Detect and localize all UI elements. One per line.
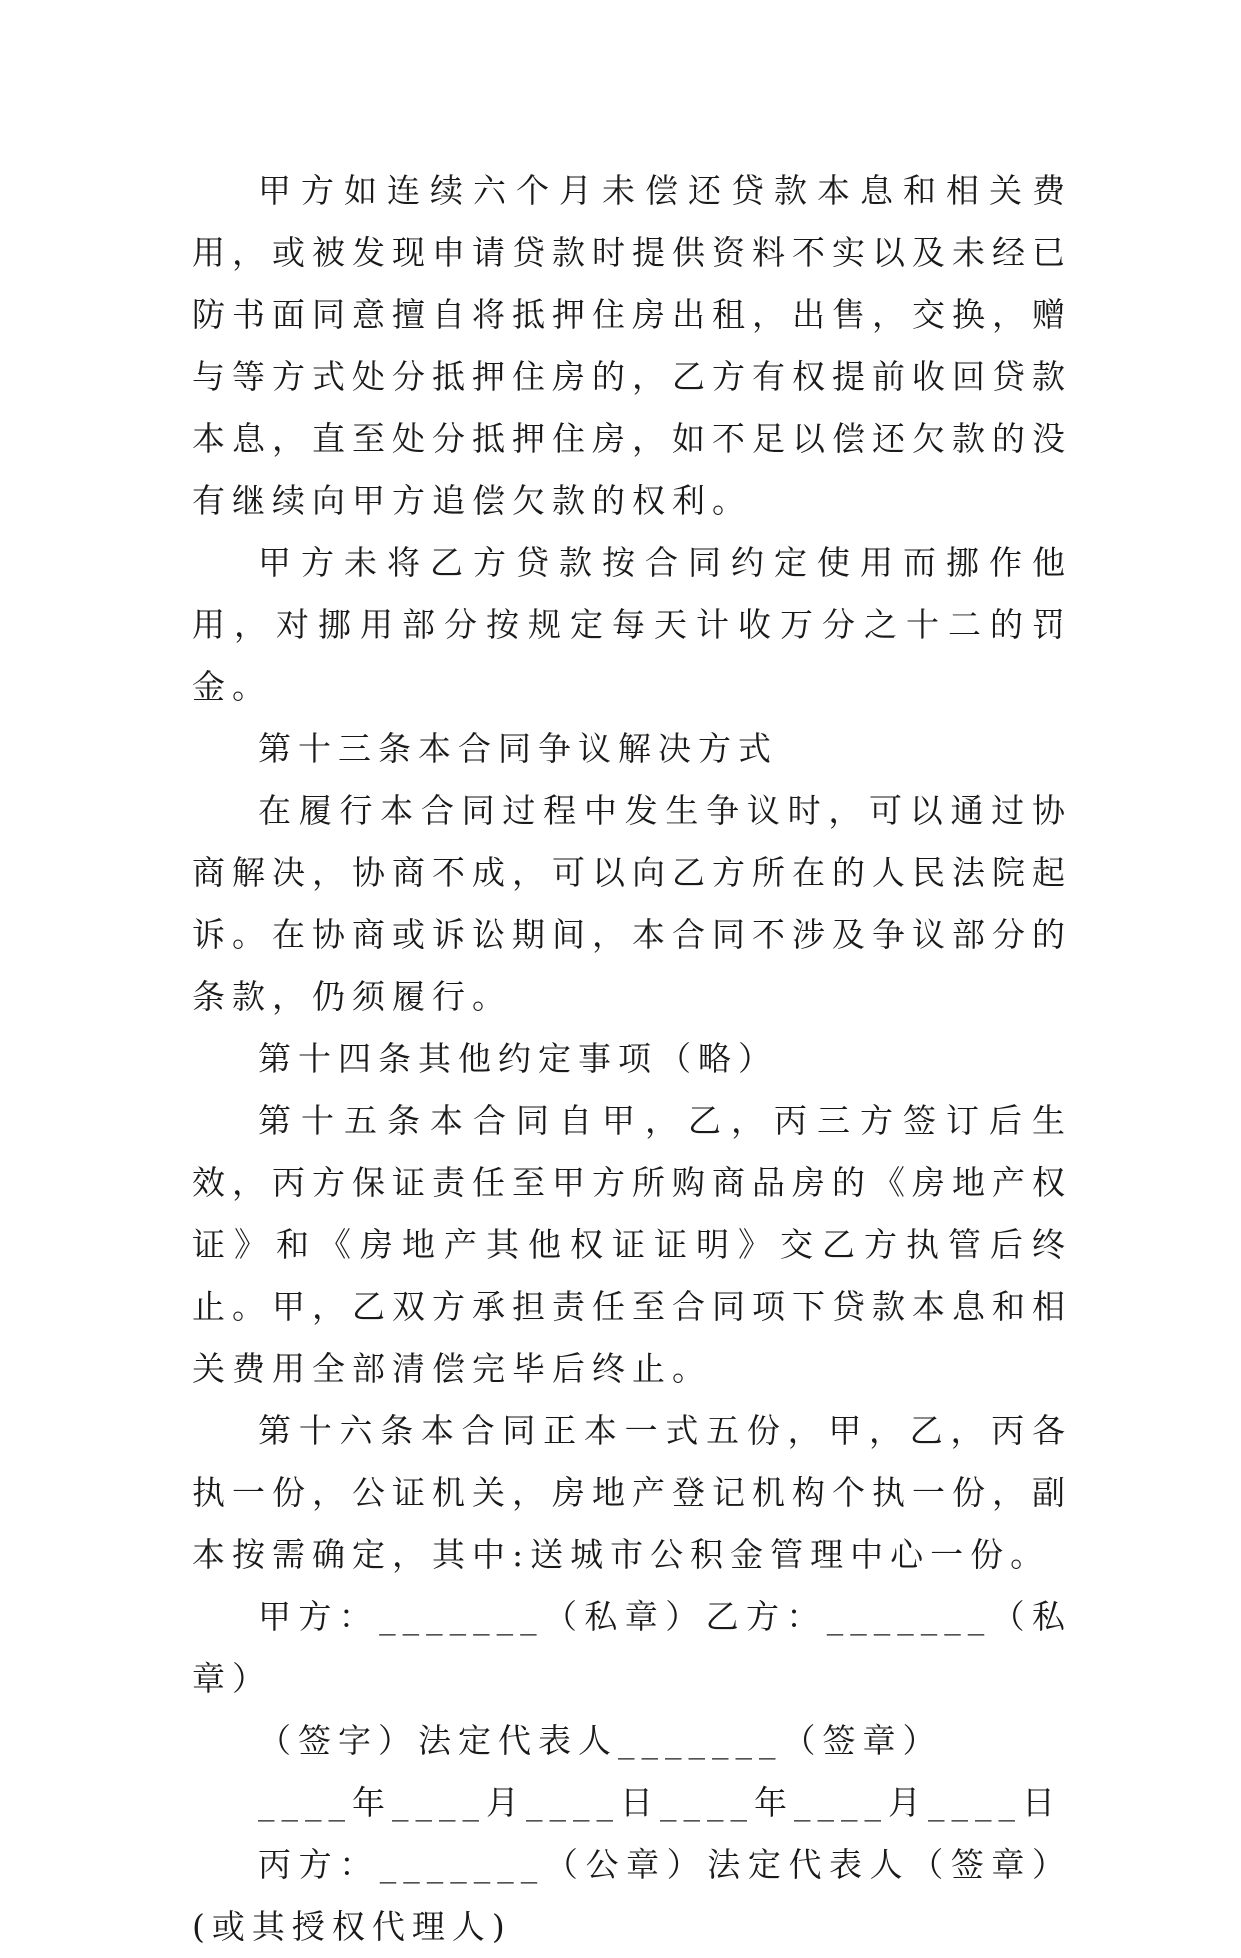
paragraph-article-15: 第十五条本合同自甲，乙，丙三方签订后生效，丙方保证责任至甲方所购商品房的《房地产权证》和《房地产其他权证证明》交乙方执管后终止。甲，乙双方承担责任至合同项下贷款本息和相关费用全部清偿完毕后终止。 bbox=[192, 1101, 1072, 1388]
signature-line-party-a-b: 甲方：_______（私章）乙方：_______（私章） bbox=[192, 1597, 1072, 1698]
paragraph-repayment-default: 甲方如连续六个月未偿还贷款本息和相关费用，或被发现申请贷款时提供资料不实以及未经已防书面同意擅自将抵押住房出租，出售，交换，赠与等方式处分抵押住房的，乙方有权提前收回贷款本息，直至处分抵押住房，如不足以偿还欠款的没有继续向甲方追偿欠款的权利。 bbox=[192, 171, 1072, 520]
article-13-heading: 第十三条本合同争议解决方式 bbox=[258, 729, 778, 768]
article-14-heading: 第十四条其他约定事项（略） bbox=[258, 1039, 778, 1078]
signature-line-representative: （签字）法定代表人_______（签章） bbox=[258, 1721, 943, 1760]
paragraph-misuse-penalty: 甲方未将乙方贷款按合同约定使用而挪作他用，对挪用部分按规定每天计收万分之十二的罚金。 bbox=[192, 543, 1072, 706]
paragraph-article-16: 第十六条本合同正本一式五份，甲，乙，丙各执一份，公证机关，房地产登记机构个执一份，副本按需确定，其中:送城市公积金管理中心一份。 bbox=[192, 1411, 1072, 1574]
date-line: ____年____月____日____年____月____日 bbox=[258, 1783, 1062, 1822]
signature-line-party-c: 丙方：_______（公章）法定代表人（签章）(或其授权代理人) bbox=[192, 1845, 1072, 1946]
paragraph-dispute-resolution: 在履行本合同过程中发生争议时，可以通过协商解决，协商不成，可以向乙方所在的人民法院起诉。在协商或诉讼期间，本合同不涉及争议部分的条款，仍须履行。 bbox=[192, 791, 1072, 1016]
document-body bbox=[192, 160, 1072, 1958]
